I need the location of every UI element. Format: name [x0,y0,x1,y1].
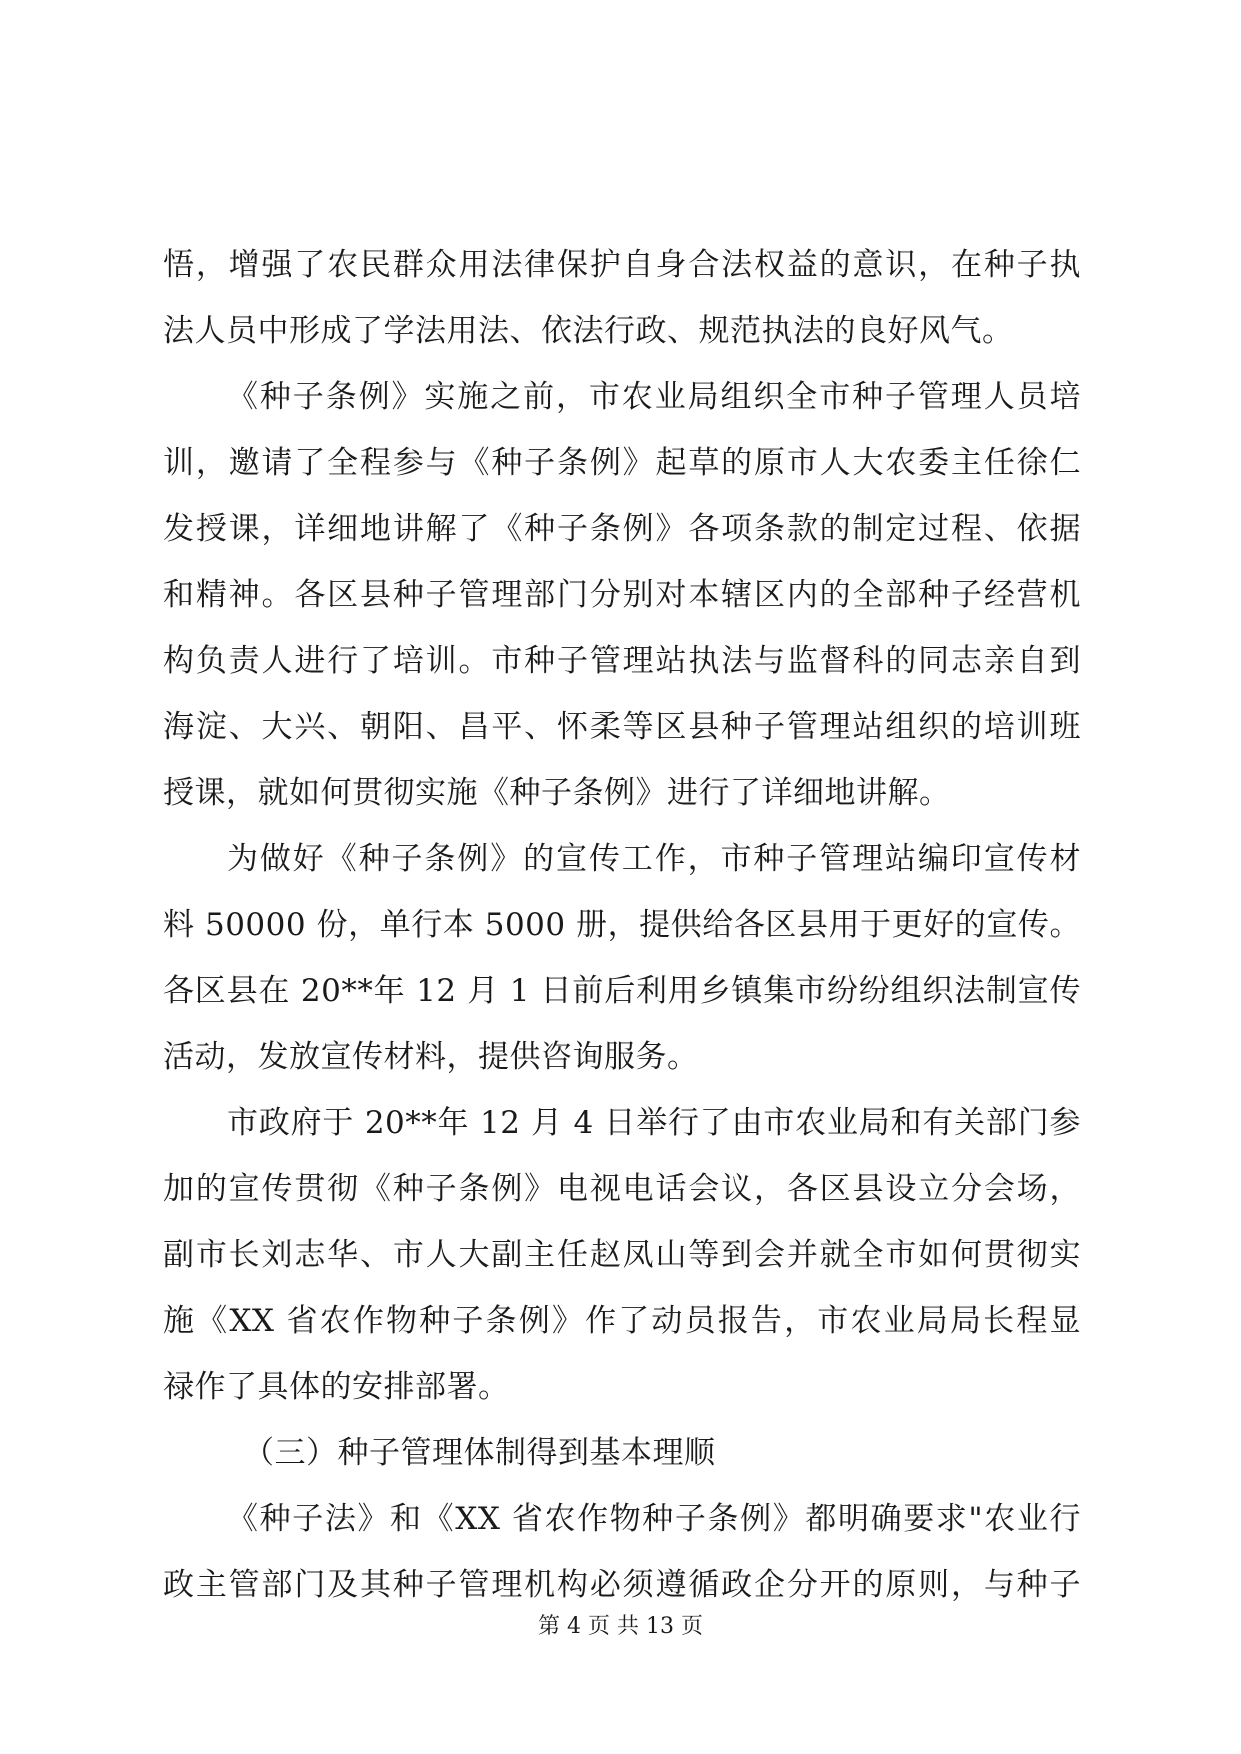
page-footer: 第 4 页 共 13 页 [538,1614,703,1639]
section-heading: （三）种子管理体制得到基本理顺 [243,1435,716,1471]
text-line: 训，邀请了全程参与《种子条例》起草的原市人大农委主任徐仁 [163,445,1081,481]
document-body [163,232,1081,1618]
text-line: 和精神。各区县种子管理部门分别对本辖区内的全部种子经营机 [163,577,1081,613]
paragraph-start-line: 市政府于 20**年 12 月 4 日举行了由市农业局和有关部门参 [227,1105,1081,1141]
text-line: 构负责人进行了培训。市种子管理站执法与监督科的同志亲自到 [163,643,1081,679]
text-line: 料 50000 份，单行本 5000 册，提供给各区县用于更好的宣传。 [163,907,1081,943]
text-line: 副市长刘志华、市人大副主任赵凤山等到会并就全市如何贯彻实 [163,1237,1081,1273]
paragraph-start-line: 《种子法》和《XX 省农作物种子条例》都明确要求"农业行 [227,1501,1081,1537]
paragraph-start-line: 《种子条例》实施之前，市农业局组织全市种子管理人员培 [227,379,1081,415]
text-line: 发授课，详细地讲解了《种子条例》各项条款的制定过程、依据 [163,511,1081,547]
paragraph-start-line: 为做好《种子条例》的宣传工作，市种子管理站编印宣传材 [227,841,1081,877]
text-line: 法人员中形成了学法用法、依法行政、规范执法的良好风气。 [163,313,1014,349]
text-line: 政主管部门及其种子管理机构必须遵循政企分开的原则，与种子 [163,1567,1081,1603]
text-line: 海淀、大兴、朝阳、昌平、怀柔等区县种子管理站组织的培训班 [163,709,1081,745]
text-line: 授课，就如何贯彻实施《种子条例》进行了详细地讲解。 [163,775,951,811]
text-line: 各区县在 20**年 12 月 1 日前后利用乡镇集市纷纷组织法制宣传 [163,973,1081,1009]
text-line: 禄作了具体的安排部署。 [163,1369,510,1405]
text-line: 悟，增强了农民群众用法律保护自身合法权益的意识，在种子执 [163,247,1081,283]
text-line: 活动，发放宣传材料，提供咨询服务。 [163,1039,699,1075]
text-line: 施《XX 省农作物种子条例》作了动员报告，市农业局局长程显 [163,1303,1081,1339]
text-line: 加的宣传贯彻《种子条例》电视电话会议，各区县设立分会场， [163,1171,1081,1207]
